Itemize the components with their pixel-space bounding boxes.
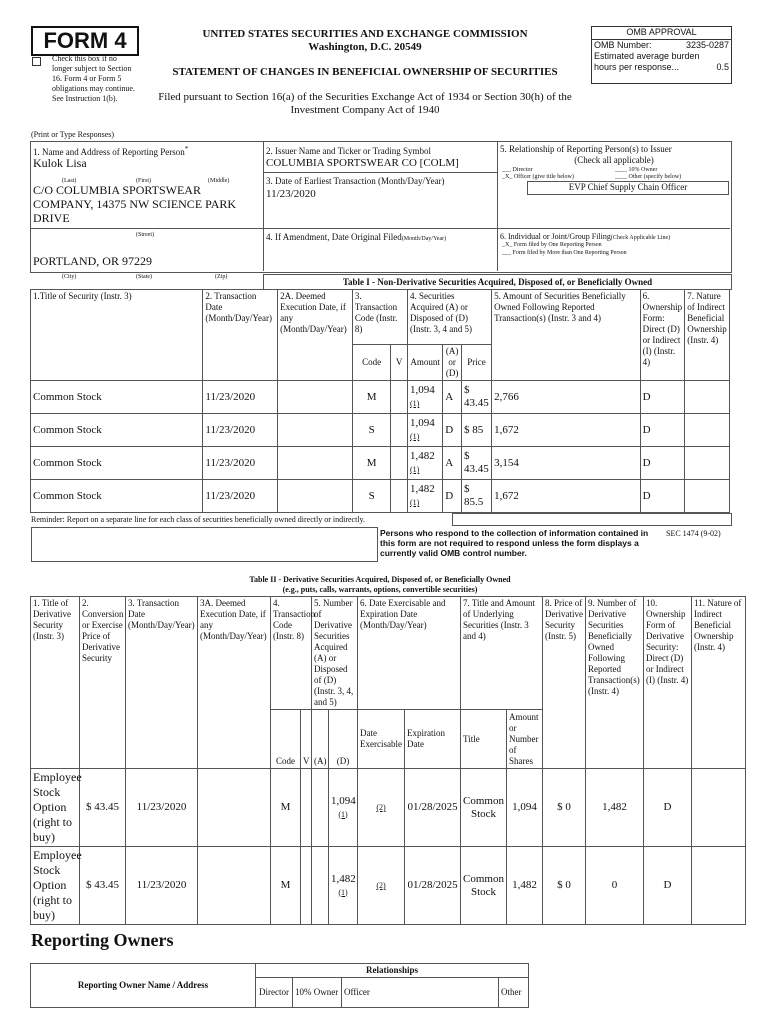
officer-option[interactable]: Officer (give title below) — [513, 174, 574, 180]
omb-burden-label: Estimated average burden — [594, 51, 700, 61]
other-option[interactable]: Other (specify below) — [628, 174, 682, 180]
reminder-text: Reminder: Report on a separate line for each class of securities beneficially owned directly or indirectly. — [31, 515, 366, 524]
box6-label: 6. Individual or Joint/Group Filing — [500, 232, 611, 241]
reporting-person-city: PORTLAND, OR 97229 — [33, 254, 152, 268]
table2-subtitle: (e.g., puts, calls, warrants, options, convertible securities) — [282, 585, 478, 594]
footnote-link[interactable]: (1) — [338, 809, 348, 819]
middle-caption: (Middle) — [208, 178, 230, 184]
t1-owned: 3,154 — [492, 447, 641, 480]
t2-disposed: 1,482 — [331, 872, 356, 885]
ten-pct-header: 10% Owner — [293, 978, 342, 1008]
table-row — [31, 381, 730, 414]
box5-check-all: (Check all applicable) — [574, 155, 654, 165]
t1-form: D — [640, 480, 685, 513]
print-type-note: (Print or Type Responses) — [31, 130, 115, 139]
t1-h-ownership: 6. Ownership Form: Direct (D) or Indirect (I) (Instr. 4) — [640, 290, 685, 381]
officer-mark: _X_ — [502, 174, 513, 180]
t2-code: M — [271, 847, 301, 925]
table1-title: Table I - Non-Derivative Securities Acquired, Disposed of, or Beneficially Owned — [263, 274, 732, 290]
officer-header: Officer — [342, 978, 499, 1008]
omb-number-label: OMB Number: — [594, 40, 652, 50]
t1-date: 11/23/2020 — [203, 480, 278, 513]
t1-form: D — [640, 381, 685, 414]
table-row — [31, 414, 730, 447]
t1-amount: 1,482 — [409, 450, 435, 462]
t2-h-deemed: 3A. Deemed Execution Date, if any (Month/Day/Year) — [198, 597, 271, 769]
t1-date: 11/23/2020 — [203, 447, 278, 480]
t2-h-price: 8. Price of Derivative Security (Instr. 5) — [543, 597, 586, 769]
t2-h-nature: 11. Nature of Indirect Beneficial Ownership (Instr. 4) — [692, 597, 746, 769]
t2-h-exercise: 6. Date Exercisable and Expiration Date (Month/Day/Year) — [358, 597, 461, 710]
issuer-name: COLUMBIA SPORTSWEAR CO [COLM] — [266, 157, 459, 169]
statement-title: STATEMENT OF CHANGES IN BENEFICIAL OWNERSHIP OF SECURITIES — [172, 66, 558, 78]
officer-title: EVP Chief Supply Chain Officer — [527, 181, 729, 195]
t2-price: $ 43.45 — [80, 847, 126, 925]
t1-price: $ 43.45 — [461, 447, 491, 480]
t1-h-v: V — [391, 345, 408, 381]
table1 — [30, 289, 730, 513]
t2-und-title: Common Stock — [461, 847, 507, 925]
t1-price: $ 43.45 — [461, 381, 491, 414]
table-row — [31, 847, 746, 925]
t2-h-conversion: 2. Conversion or Exercise Price of Derivative Security — [80, 597, 126, 769]
t2-h-exp: Expiration Date — [405, 710, 461, 769]
box6-sub: (Check Applicable Line) — [610, 235, 671, 241]
footnote-link[interactable]: (2) — [376, 803, 386, 812]
commission-city: Washington, D.C. 20549 — [308, 41, 422, 53]
form-title: FORM 4 — [31, 26, 139, 56]
t2-h-date: 3. Transaction Date (Month/Day/Year) — [126, 597, 198, 769]
t1-date: 11/23/2020 — [203, 414, 278, 447]
single-person-option[interactable]: _X_ Form filed by One Reporting Person — [502, 242, 602, 248]
sec-code: SEC 1474 (9-02) — [666, 529, 721, 538]
t1-title: Common Stock — [31, 381, 203, 414]
t2-h-owned: 9. Number of Derivative Securities Beneficially Owned Following Reported Transaction(s) (Instr. 4) — [586, 597, 644, 769]
footnote-link[interactable]: (1) — [338, 887, 348, 897]
state-caption: (State) — [136, 274, 152, 280]
t1-form: D — [640, 447, 685, 480]
ten-percent-owner-option[interactable]: 10% Owner — [628, 167, 658, 173]
owner-name-header: Reporting Owner Name / Address — [31, 964, 256, 1008]
t1-h-nature: 7. Nature of Indirect Beneficial Ownership (Instr. 4) — [685, 290, 730, 381]
t1-h-deemed: 2A. Deemed Execution Date, if any (Month/Day/Year) — [278, 290, 353, 381]
table-row — [31, 769, 746, 847]
t2-h-d: (D) — [329, 710, 358, 769]
t2-h-und-title: Title — [461, 710, 507, 769]
t2-h-underlying: 7. Title and Amount of Underlying Securities (Instr. 3 and 4) — [461, 597, 543, 710]
footnote-link[interactable]: (1) — [409, 399, 420, 408]
t1-date: 11/23/2020 — [203, 381, 278, 414]
box1-footnote-mark: * — [184, 145, 189, 153]
commission-name: UNITED STATES SECURITIES AND EXCHANGE COMMISSION — [202, 28, 528, 40]
last-caption: (Last) — [62, 178, 77, 184]
t1-h-date: 2. Transaction Date (Month/Day/Year) — [203, 290, 278, 381]
table-row — [31, 480, 730, 513]
t1-code: M — [352, 381, 390, 414]
t1-amount: 1,094 — [409, 417, 435, 429]
t2-h-code-sub: Code — [271, 710, 301, 769]
t1-code: S — [352, 414, 390, 447]
box1-label: 1. Name and Address of Reporting Person — [33, 147, 185, 157]
t2-owned: 0 — [586, 847, 644, 925]
t1-h-title: 1.Title of Security (Instr. 3) — [31, 290, 203, 381]
t1-owned: 1,672 — [492, 414, 641, 447]
t2-p8: $ 0 — [543, 769, 586, 847]
box4-label: 4. If Amendment, Date Original Filed — [266, 232, 402, 242]
omb-hours: 0.5 — [716, 62, 729, 72]
t2-exp: 01/28/2025 — [405, 769, 461, 847]
box5-label: 5. Relationship of Reporting Person(s) to Issuer — [500, 144, 672, 154]
reminder-box-left — [31, 527, 378, 562]
reporting-person-name: Kulok Lisa — [33, 156, 87, 170]
t1-h-price: Price — [461, 345, 491, 381]
t1-title: Common Stock — [31, 447, 203, 480]
director-header: Director — [256, 978, 293, 1008]
t1-h-ad: (A) or (D) — [443, 345, 462, 381]
omb-title: OMB APPROVAL — [592, 27, 731, 40]
reminder-box-right — [452, 513, 732, 526]
earliest-transaction-date: 11/23/2020 — [266, 188, 316, 200]
t1-h-code-sub: Code — [352, 345, 390, 381]
t2-owned: 1,482 — [586, 769, 644, 847]
group-filing-option[interactable]: ___ Form filed by More than One Reporting Person — [502, 250, 627, 256]
reporting-person-address: C/O COLUMBIA SPORTSWEAR COMPANY, 14375 NW SCIENCE PARK DRIVE — [33, 183, 237, 225]
omb-hours-label: hours per response... — [594, 62, 680, 72]
reporting-owners-table — [30, 963, 529, 1008]
footnote-link[interactable]: (1) — [409, 498, 420, 507]
t1-owned: 2,766 — [492, 381, 641, 414]
t2-h-number: 5. Number of Derivative Securities Acquired (A) or Disposed of (D) (Instr. 3, 4, and 5) — [312, 597, 358, 710]
t2-und-amt: 1,482 — [507, 847, 543, 925]
persons-notice: Persons who respond to the collection of information contained in this form are not required to respond unless the form displays a currently valid OMB control number. — [380, 528, 649, 558]
t1-price: $ 85 — [461, 414, 491, 447]
t2-h-code: 4. Transaction Code (Instr. 8) — [271, 597, 312, 710]
t2-h-title: 1. Title of Derivative Security (Instr. 3) — [31, 597, 80, 769]
t2-title: Employee Stock Option (right to buy) — [31, 847, 80, 925]
t1-amount: 1,482 — [409, 483, 435, 495]
t2-h-a: (A) — [312, 710, 329, 769]
t2-h-date-ex: Date Exercisable — [358, 710, 405, 769]
table2-title: Table II - Derivative Securities Acquired, Disposed of, or Beneficially Owned — [249, 575, 511, 584]
t2-p8: $ 0 — [543, 847, 586, 925]
omb-approval-box — [591, 26, 732, 84]
t1-form: D — [640, 414, 685, 447]
other-header: Other — [499, 978, 529, 1008]
t1-h-amount: Amount — [407, 345, 442, 381]
table2 — [30, 596, 746, 925]
t1-ad: D — [443, 414, 462, 447]
t2-h-und-amt: Amount or Number of Shares — [507, 710, 543, 769]
t1-ad: A — [443, 447, 462, 480]
t1-h-amount-owned: 5. Amount of Securities Beneficially Owned Following Reported Transaction(s) (Instr. 3 and 4) — [492, 290, 641, 381]
box3-label: 3. Date of Earliest Transaction (Month/Day/Year) — [266, 176, 445, 186]
street-caption: (Street) — [136, 232, 154, 238]
t2-h-form: 10. Ownership Form of Derivative Security: Direct (D) or Indirect (I) (Instr. 4) — [644, 597, 692, 769]
director-option[interactable]: Director — [512, 167, 533, 173]
t2-und-amt: 1,094 — [507, 769, 543, 847]
reporting-owners-heading: Reporting Owners — [31, 930, 174, 950]
t1-h-securities: 4. Securities Acquired (A) or Disposed of (D) (Instr. 3, 4 and 5) — [407, 290, 491, 345]
t2-title: Employee Stock Option (right to buy) — [31, 769, 80, 847]
t2-und-title: Common Stock — [461, 769, 507, 847]
t1-code: S — [352, 480, 390, 513]
t2-h-v: V — [301, 710, 312, 769]
city-caption: (City) — [62, 274, 77, 280]
t2-code: M — [271, 769, 301, 847]
t2-exp: 01/28/2025 — [405, 847, 461, 925]
t1-price: $ 85.5 — [461, 480, 491, 513]
t1-title: Common Stock — [31, 414, 203, 447]
box4-sub: (Month/Day/Year) — [401, 236, 447, 242]
t2-form: D — [644, 769, 692, 847]
t2-date: 11/23/2020 — [126, 847, 198, 925]
t2-form: D — [644, 847, 692, 925]
zip-caption: (Zip) — [215, 274, 228, 280]
t2-disposed: 1,094 — [331, 794, 356, 807]
no-longer-subject-checkbox[interactable] — [32, 57, 41, 66]
footnote-link[interactable]: (1) — [409, 465, 420, 474]
box2-label: 2. Issuer Name and Ticker or Trading Symbol — [266, 146, 431, 156]
table-row — [31, 447, 730, 480]
footnote-link[interactable]: (1) — [409, 432, 420, 441]
t2-price: $ 43.45 — [80, 769, 126, 847]
relationships-header: Relationships — [256, 964, 529, 978]
footnote-link[interactable]: (2) — [376, 881, 386, 890]
first-caption: (First) — [136, 178, 151, 184]
t1-h-code: 3. Transaction Code (Instr. 8) — [352, 290, 407, 345]
t1-owned: 1,672 — [492, 480, 641, 513]
t2-date: 11/23/2020 — [126, 769, 198, 847]
omb-number: 3235-0287 — [685, 40, 729, 50]
t1-title: Common Stock — [31, 480, 203, 513]
t1-amount: 1,094 — [409, 384, 435, 396]
t1-code: M — [352, 447, 390, 480]
checkbox-label: Check this box if no longer subject to Section 16. Form 4 or Form 5 obligations may continue. See Instruction 1(b). — [52, 54, 135, 103]
t1-ad: A — [443, 381, 462, 414]
t1-ad: D — [443, 480, 462, 513]
filed-pursuant: Filed pursuant to Section 16(a) of the Securities Exchange Act of 1934 or Section 30(h) of the Investment Company Act of 1940 — [158, 91, 572, 116]
